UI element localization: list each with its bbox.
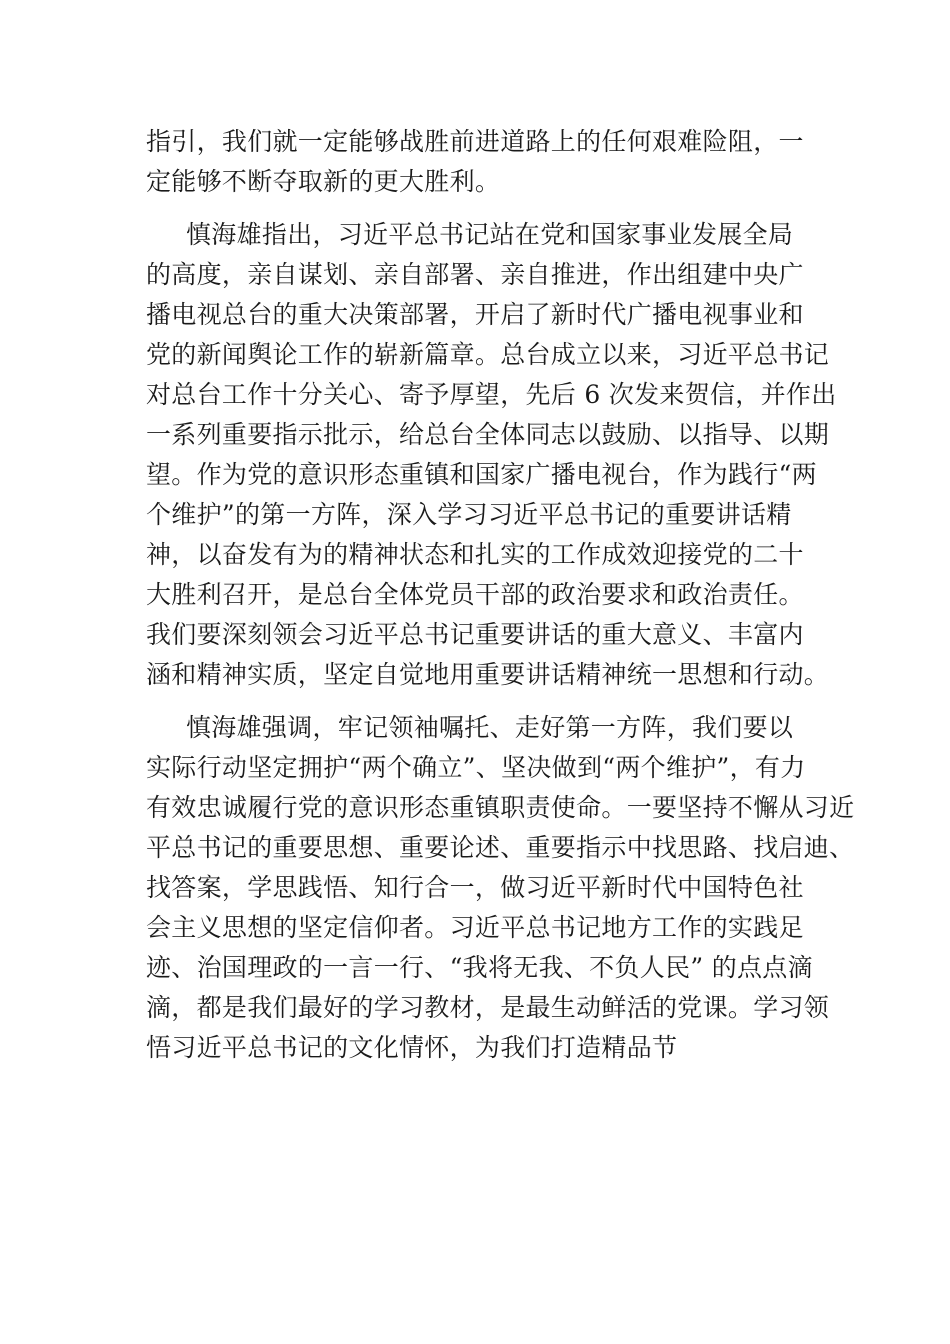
text-line: 个维护”的第一方阵，深入学习习近平总书记的重要讲话精	[146, 500, 792, 529]
text-line: 指引，我们就一定能够战胜前进道路上的任何艰难险阻，一	[146, 127, 804, 156]
text-line: 神，以奋发有为的精神状态和扎实的工作成效迎接党的二十	[146, 540, 804, 569]
text-line: 有效忠诚履行党的意识形态重镇职责使命。一要坚持不懈从习近	[146, 793, 855, 822]
text-line: 播电视总台的重大决策部署，开启了新时代广播电视事业和	[146, 300, 804, 329]
text-line: 的高度，亲自谋划、亲自部署、亲自推进，作出组建中央广	[146, 260, 804, 289]
text-line: 涵和精神实质，坚定自觉地用重要讲话精神统一思想和行动。	[146, 660, 830, 689]
text-line: 定能够不断夺取新的更大胜利。	[146, 167, 501, 196]
text-line: 平总书记的重要思想、重要论述、重要指示中找思路、找启迪、	[146, 833, 855, 862]
paragraph-start-line: 慎海雄强调，牢记领袖嘱托、走好第一方阵，我们要以	[186, 713, 794, 742]
text-line: 对总台工作十分关心、寄予厚望，先后 6 次发来贺信，并作出	[146, 380, 837, 409]
text-line: 望。作为党的意识形态重镇和国家广播电视台，作为践行“两	[146, 460, 817, 489]
text-line: 我们要深刻领会习近平总书记重要讲话的重大意义、丰富内	[146, 620, 804, 649]
text-line: 滴，都是我们最好的学习教材，是最生动鲜活的党课。学习领	[146, 993, 830, 1022]
text-line: 会主义思想的坚定信仰者。习近平总书记地方工作的实践足	[146, 913, 804, 942]
text-line: 大胜利召开，是总台全体党员干部的政治要求和政治责任。	[146, 580, 804, 609]
text-line: 找答案，学思践悟、知行合一，做习近平新时代中国特色社	[146, 873, 804, 902]
text-line: 迹、治国理政的一言一行、“我将无我、不负人民” 的点点滴	[146, 953, 813, 982]
text-line: 一系列重要指示批示，给总台全体同志以鼓励、以指导、以期	[146, 420, 830, 449]
text-line: 悟习近平总书记的文化情怀，为我们打造精品节	[146, 1033, 678, 1062]
text-line: 党的新闻舆论工作的崭新篇章。总台成立以来，习近平总书记	[146, 340, 830, 369]
paragraph-start-line: 慎海雄指出，习近平总书记站在党和国家事业发展全局	[186, 220, 794, 249]
text-line: 实际行动坚定拥护“两个确立”、坚决做到“两个维护”，有力	[146, 753, 806, 782]
